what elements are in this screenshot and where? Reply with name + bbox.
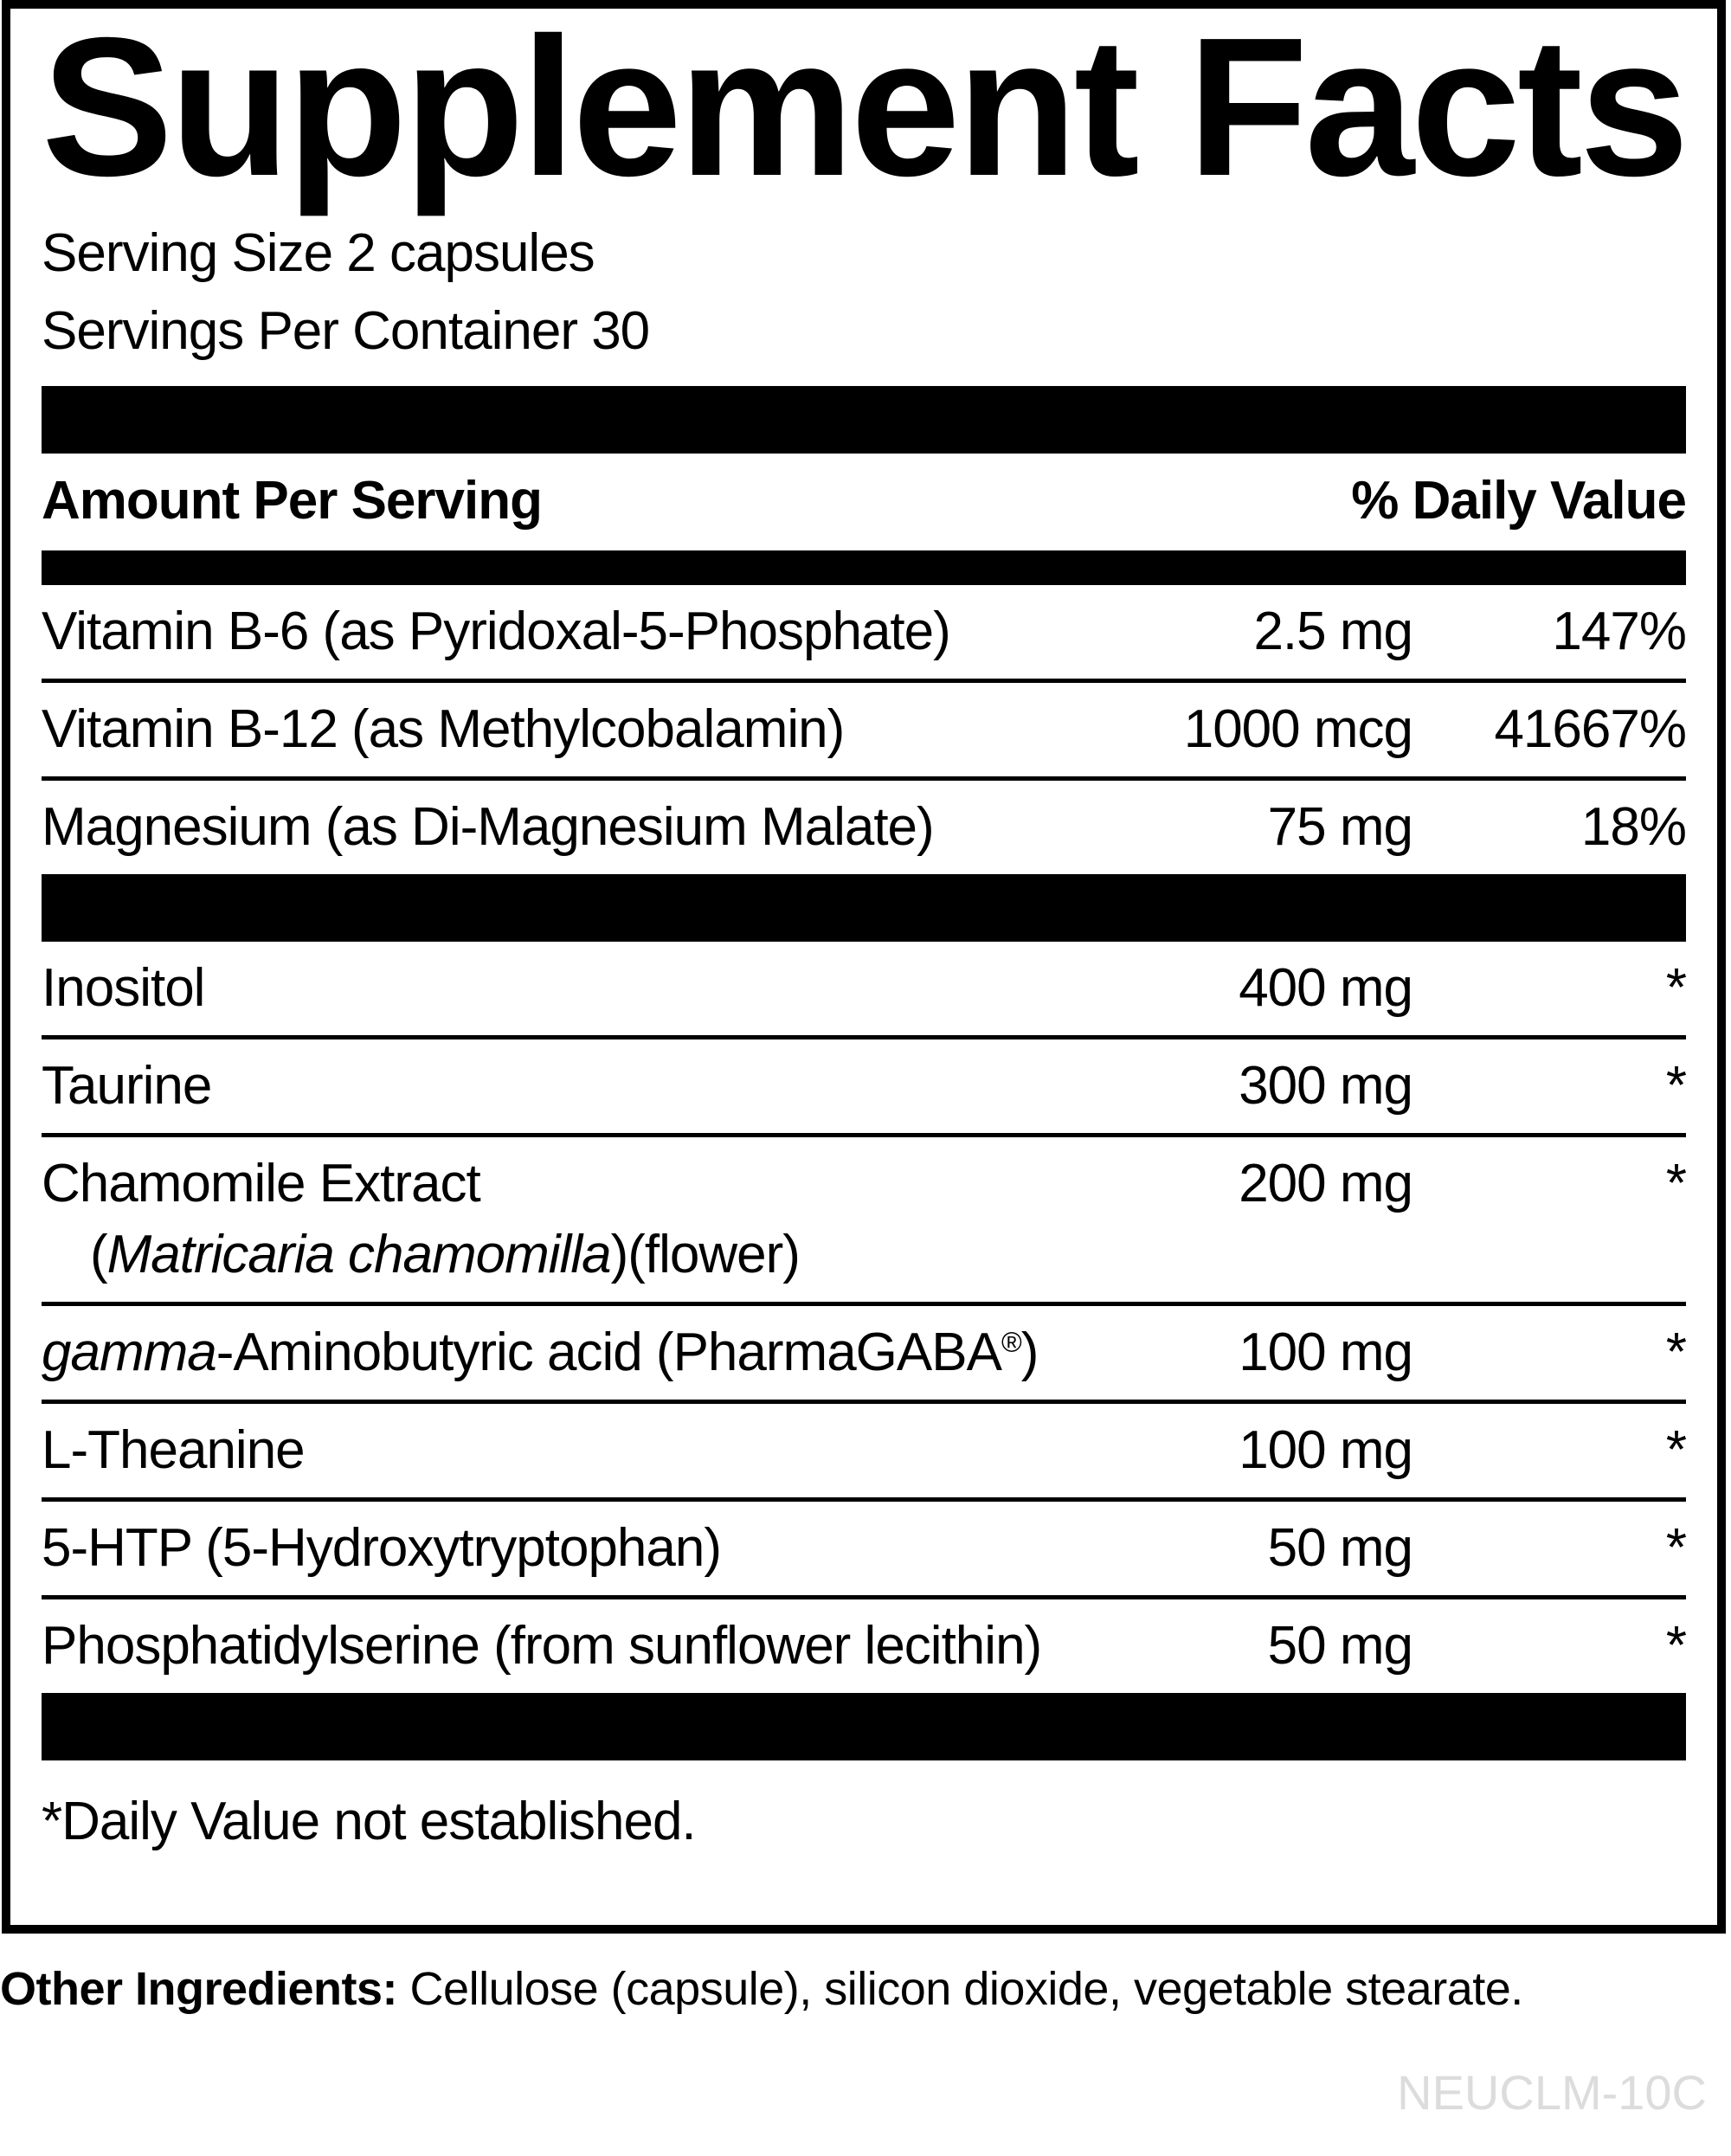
name-segment: -Aminobutyric acid (PharmaGABA xyxy=(216,1323,1001,1382)
section-bar xyxy=(42,1693,1686,1760)
nutrient-daily-value: * xyxy=(1665,1323,1686,1382)
nutrient-name-line xyxy=(42,596,950,667)
nutrient-amount: 2.5 mg xyxy=(1253,602,1412,661)
nutrient-daily-value: 18% xyxy=(1580,797,1686,857)
nutrient-amount: 400 mg xyxy=(1239,958,1412,1018)
nutrient-name xyxy=(42,1611,1041,1682)
nutrient-name xyxy=(42,953,204,1024)
nutrient-daily-value: * xyxy=(1665,1518,1686,1578)
italic-name-segment: Matricaria chamomilla xyxy=(106,1225,611,1284)
table-row xyxy=(42,942,1686,1035)
nutrient-amount: 50 mg xyxy=(1267,1616,1412,1676)
table-row xyxy=(42,1039,1686,1133)
nutrient-name xyxy=(42,694,844,765)
registered-trademark-mark: ® xyxy=(1001,1326,1021,1358)
table-row xyxy=(42,1306,1686,1400)
nutrient-name-line xyxy=(42,1149,800,1220)
daily-value-footnote: *Daily Value not established. xyxy=(42,1792,696,1851)
name-segment: Phosphatidylserine (from sunflower lecithin) xyxy=(42,1616,1042,1676)
nutrient-name xyxy=(42,1317,1038,1388)
name-segment: Taurine xyxy=(42,1056,212,1116)
nutrient-amount: 100 mg xyxy=(1239,1323,1412,1382)
other-ingredients-line xyxy=(0,1958,1731,2020)
amount-per-serving-header: Amount Per Serving xyxy=(42,471,542,531)
nutrient-daily-value: * xyxy=(1665,1056,1686,1116)
table-row xyxy=(42,1599,1686,1693)
table-row xyxy=(42,1502,1686,1595)
name-segment: ) xyxy=(1020,1323,1039,1382)
nutrient-name xyxy=(42,792,934,863)
name-segment: Chamomile Extract xyxy=(42,1154,480,1213)
nutrient-name-line xyxy=(42,694,844,765)
section-bar xyxy=(42,874,1686,942)
nutrient-name-line xyxy=(42,1611,1041,1682)
name-segment: ( xyxy=(90,1225,107,1284)
nutrient-name xyxy=(42,596,950,667)
name-segment: Vitamin B-12 (as Methylcobalamin) xyxy=(42,699,845,759)
table-row xyxy=(42,1137,1686,1302)
nutrient-daily-value: * xyxy=(1665,958,1686,1018)
italic-name-segment: gamma xyxy=(42,1323,216,1382)
nutrient-amount: 100 mg xyxy=(1239,1420,1412,1480)
table-body xyxy=(42,585,1686,1760)
nutrient-amount: 200 mg xyxy=(1239,1154,1412,1213)
nutrient-name-line xyxy=(42,792,934,863)
nutrient-amount: 50 mg xyxy=(1267,1518,1412,1578)
daily-value-header: % Daily Value xyxy=(1351,471,1686,531)
table-row xyxy=(42,585,1686,679)
name-segment: )(flower) xyxy=(610,1225,800,1284)
panel-title: Supplement Facts xyxy=(42,0,1686,217)
header-underline-bar xyxy=(42,550,1686,585)
supplement-facts-panel xyxy=(2,0,1726,1934)
nutrient-name xyxy=(42,1051,211,1122)
nutrient-name-line xyxy=(42,1317,1038,1388)
nutrient-daily-value: 41667% xyxy=(1494,699,1686,759)
other-ingredients-text: Cellulose (capsule), silicon dioxide, vegetable stearate. xyxy=(397,1963,1523,2015)
name-segment: 5-HTP (5-Hydroxytryptophan) xyxy=(42,1518,722,1578)
serving-size-line: Serving Size 2 capsules xyxy=(42,223,595,283)
nutrient-name-line xyxy=(42,1513,721,1584)
table-header-row xyxy=(42,454,1686,550)
other-ingredients-label: Other Ingredients: xyxy=(0,1963,398,2015)
nutrient-daily-value: * xyxy=(1665,1616,1686,1676)
nutrient-name-line xyxy=(42,953,204,1024)
nutrient-daily-value: 147% xyxy=(1552,602,1686,661)
nutrient-name-line xyxy=(42,1415,305,1486)
product-code: NEUCLM-10C xyxy=(1397,2065,1707,2120)
nutrient-daily-value: * xyxy=(1665,1420,1686,1480)
table-row xyxy=(42,1404,1686,1497)
serving-info xyxy=(42,215,1686,370)
nutrient-name xyxy=(42,1513,721,1584)
nutrient-amount: 300 mg xyxy=(1239,1056,1412,1116)
nutrient-name xyxy=(42,1149,800,1290)
servings-per-container-line: Servings Per Container 30 xyxy=(42,301,650,361)
nutrient-amount: 75 mg xyxy=(1267,797,1412,857)
nutrient-name-line xyxy=(42,1051,211,1122)
nutrient-daily-value: * xyxy=(1665,1154,1686,1213)
name-segment: L-Theanine xyxy=(42,1420,305,1480)
name-segment: Magnesium (as Di-Magnesium Malate) xyxy=(42,797,934,857)
nutrient-name-subline xyxy=(42,1220,800,1290)
table-row xyxy=(42,781,1686,874)
name-segment: Inositol xyxy=(42,958,205,1018)
name-segment: Vitamin B-6 (as Pyridoxal-5-Phosphate) xyxy=(42,602,950,661)
top-section-bar xyxy=(42,386,1686,454)
nutrient-name xyxy=(42,1415,305,1486)
nutrient-amount: 1000 mcg xyxy=(1183,699,1412,759)
table-row xyxy=(42,683,1686,776)
